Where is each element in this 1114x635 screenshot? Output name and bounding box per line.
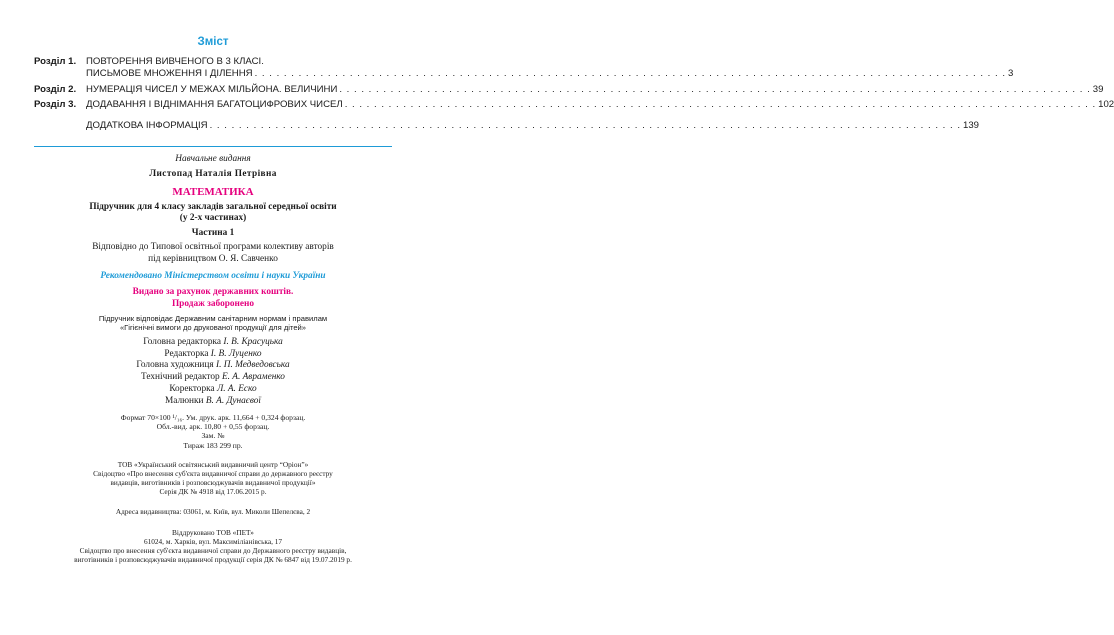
publisher-cert-3: Серія ДК № 4918 від 17.06.2015 р. (159, 487, 267, 497)
toc-page-number: 102 (1098, 98, 1114, 110)
toc-dot-leader (255, 68, 1006, 80)
printer-name: Віддруковано ТОВ «ПЕТ» (172, 528, 254, 538)
toc-entry-appendix[interactable] (34, 120, 980, 132)
publisher-address: Адреса видавництва: 03061, м. Київ, вул. Миколи Шепелєва, 2 (115, 507, 311, 517)
toc-section-title: НУМЕРАЦІЯ ЧИСЕЛ У МЕЖАХ МІЛЬЙОНА. ВЕЛИЧИНИ (86, 83, 338, 95)
toc-dot-leader (345, 99, 1096, 111)
printer-cert-1: Свідоцтво про внесення суб'єкта видавничої справи до Державного реєстру видавців, (79, 546, 347, 556)
publisher-name: ТОВ «Український освітянський видавничий центр “Оріон”» (117, 460, 309, 470)
format-line: Формат 70×100 ¹/₁₆. Ум. друк. арк. 11,664 + 0,324 форзац. (120, 412, 306, 422)
credit-proofreader: Коректорка Л. А. Еско (169, 383, 257, 394)
toc-section-title: ДОДАТКОВА ІНФОРМАЦІЯ (86, 120, 208, 132)
program-line-2: під керівництвом О. Я. Савченко (148, 253, 278, 264)
publisher-cert-2: видавців, виготівників і розповсюджувачів видавничої продукції» (110, 478, 316, 488)
credit-editor: Редакторка І. В. Луценко (164, 348, 262, 359)
imprint-block (0, 154, 426, 564)
publisher-address-block (0, 507, 426, 516)
toc-section-title-cont: ПИСЬМОВЕ МНОЖЕННЯ І ДІЛЕННЯ (86, 68, 253, 80)
sanitary-line-2: «Гігієнічні вимоги до друкованої продукції для дітей» (119, 323, 307, 333)
edition-type: Навчальне видання (175, 154, 251, 164)
toc-dot-leader (339, 84, 1090, 96)
toc-entry-section-3[interactable] (34, 98, 1114, 111)
credit-technical-editor: Технічний редактор Е. А. Авраменко (141, 372, 285, 383)
program-line-1: Відповідно до Типової освітньої програми колективу авторів (92, 241, 334, 252)
part-number: Частина 1 (191, 228, 235, 239)
toc-page-number: 39 (1092, 83, 1104, 95)
publisher-sheets: Обл.-вид. арк. 10,80 + 0,55 форзац. (156, 421, 270, 431)
toc-page-number: 139 (963, 120, 980, 132)
printer-info (0, 528, 426, 564)
toc-section-label: Розділ 3. (34, 98, 77, 110)
funded-notice-line-2: Продаж заборонено (171, 299, 255, 310)
toc-page-number: 3 (1008, 68, 1014, 80)
subtitle-line-1: Підручник для 4 класу закладів загальної середньої освіти (89, 201, 337, 212)
divider-line (34, 146, 392, 147)
toc-section-title: ДОДАВАННЯ І ВІДНІМАННЯ БАГАТОЦИФРОВИХ ЧИСЕЛ (86, 98, 343, 110)
publisher-info (0, 460, 426, 496)
printer-cert-2: виготівників і розповсюджувачів видавничої продукції серія ДК № 6847 від 19.07.2019 р. (74, 555, 352, 565)
authors: Листопад Наталія Петрівна (149, 168, 277, 179)
printer-address: 61024, м. Харків, вул. Максиміліанівська, 17 (143, 537, 283, 547)
toc-entry-section-2[interactable] (34, 83, 1104, 96)
publisher-cert-1: Свідоцтво «Про внесення суб'єкта видавничої справи до державного реєстру (93, 469, 333, 479)
toc-dot-leader (210, 120, 961, 132)
credits-list (0, 337, 426, 408)
print-run: Тираж 183 299 пр. (183, 440, 243, 450)
toc-section-label: Розділ 1. (34, 56, 77, 67)
toc-section-title: ПОВТОРЕННЯ ВИВЧЕНОГО В 3 КЛАСІ. (86, 56, 264, 67)
subtitle-line-2: (у 2-х частинах) (179, 213, 247, 224)
ministry-recommendation: Рекомендовано Міністерством освіти і науки України (100, 270, 326, 281)
order-number: Зам. № (201, 431, 225, 441)
print-specs (0, 413, 426, 451)
table-of-contents (34, 56, 1114, 135)
credit-chief-editor: Головна редакторка І. В. Красуцька (143, 336, 283, 347)
credit-chief-artist: Головна художниця І. П. Медведовська (136, 360, 290, 371)
credit-illustrations: Малюнки В. А. Дунаєвої (164, 395, 261, 406)
funded-notice-line-1: Видано за рахунок державних коштів. (132, 287, 294, 298)
sanitary-line-1: Підручник відповідає Державним санітарним нормам і правилам (98, 313, 328, 323)
toc-section-label: Розділ 2. (34, 83, 77, 95)
toc-entry-section-1[interactable] (34, 56, 1014, 81)
toc-heading: Зміст (197, 36, 229, 48)
book-title: МАТЕМАТИКА (172, 185, 254, 198)
